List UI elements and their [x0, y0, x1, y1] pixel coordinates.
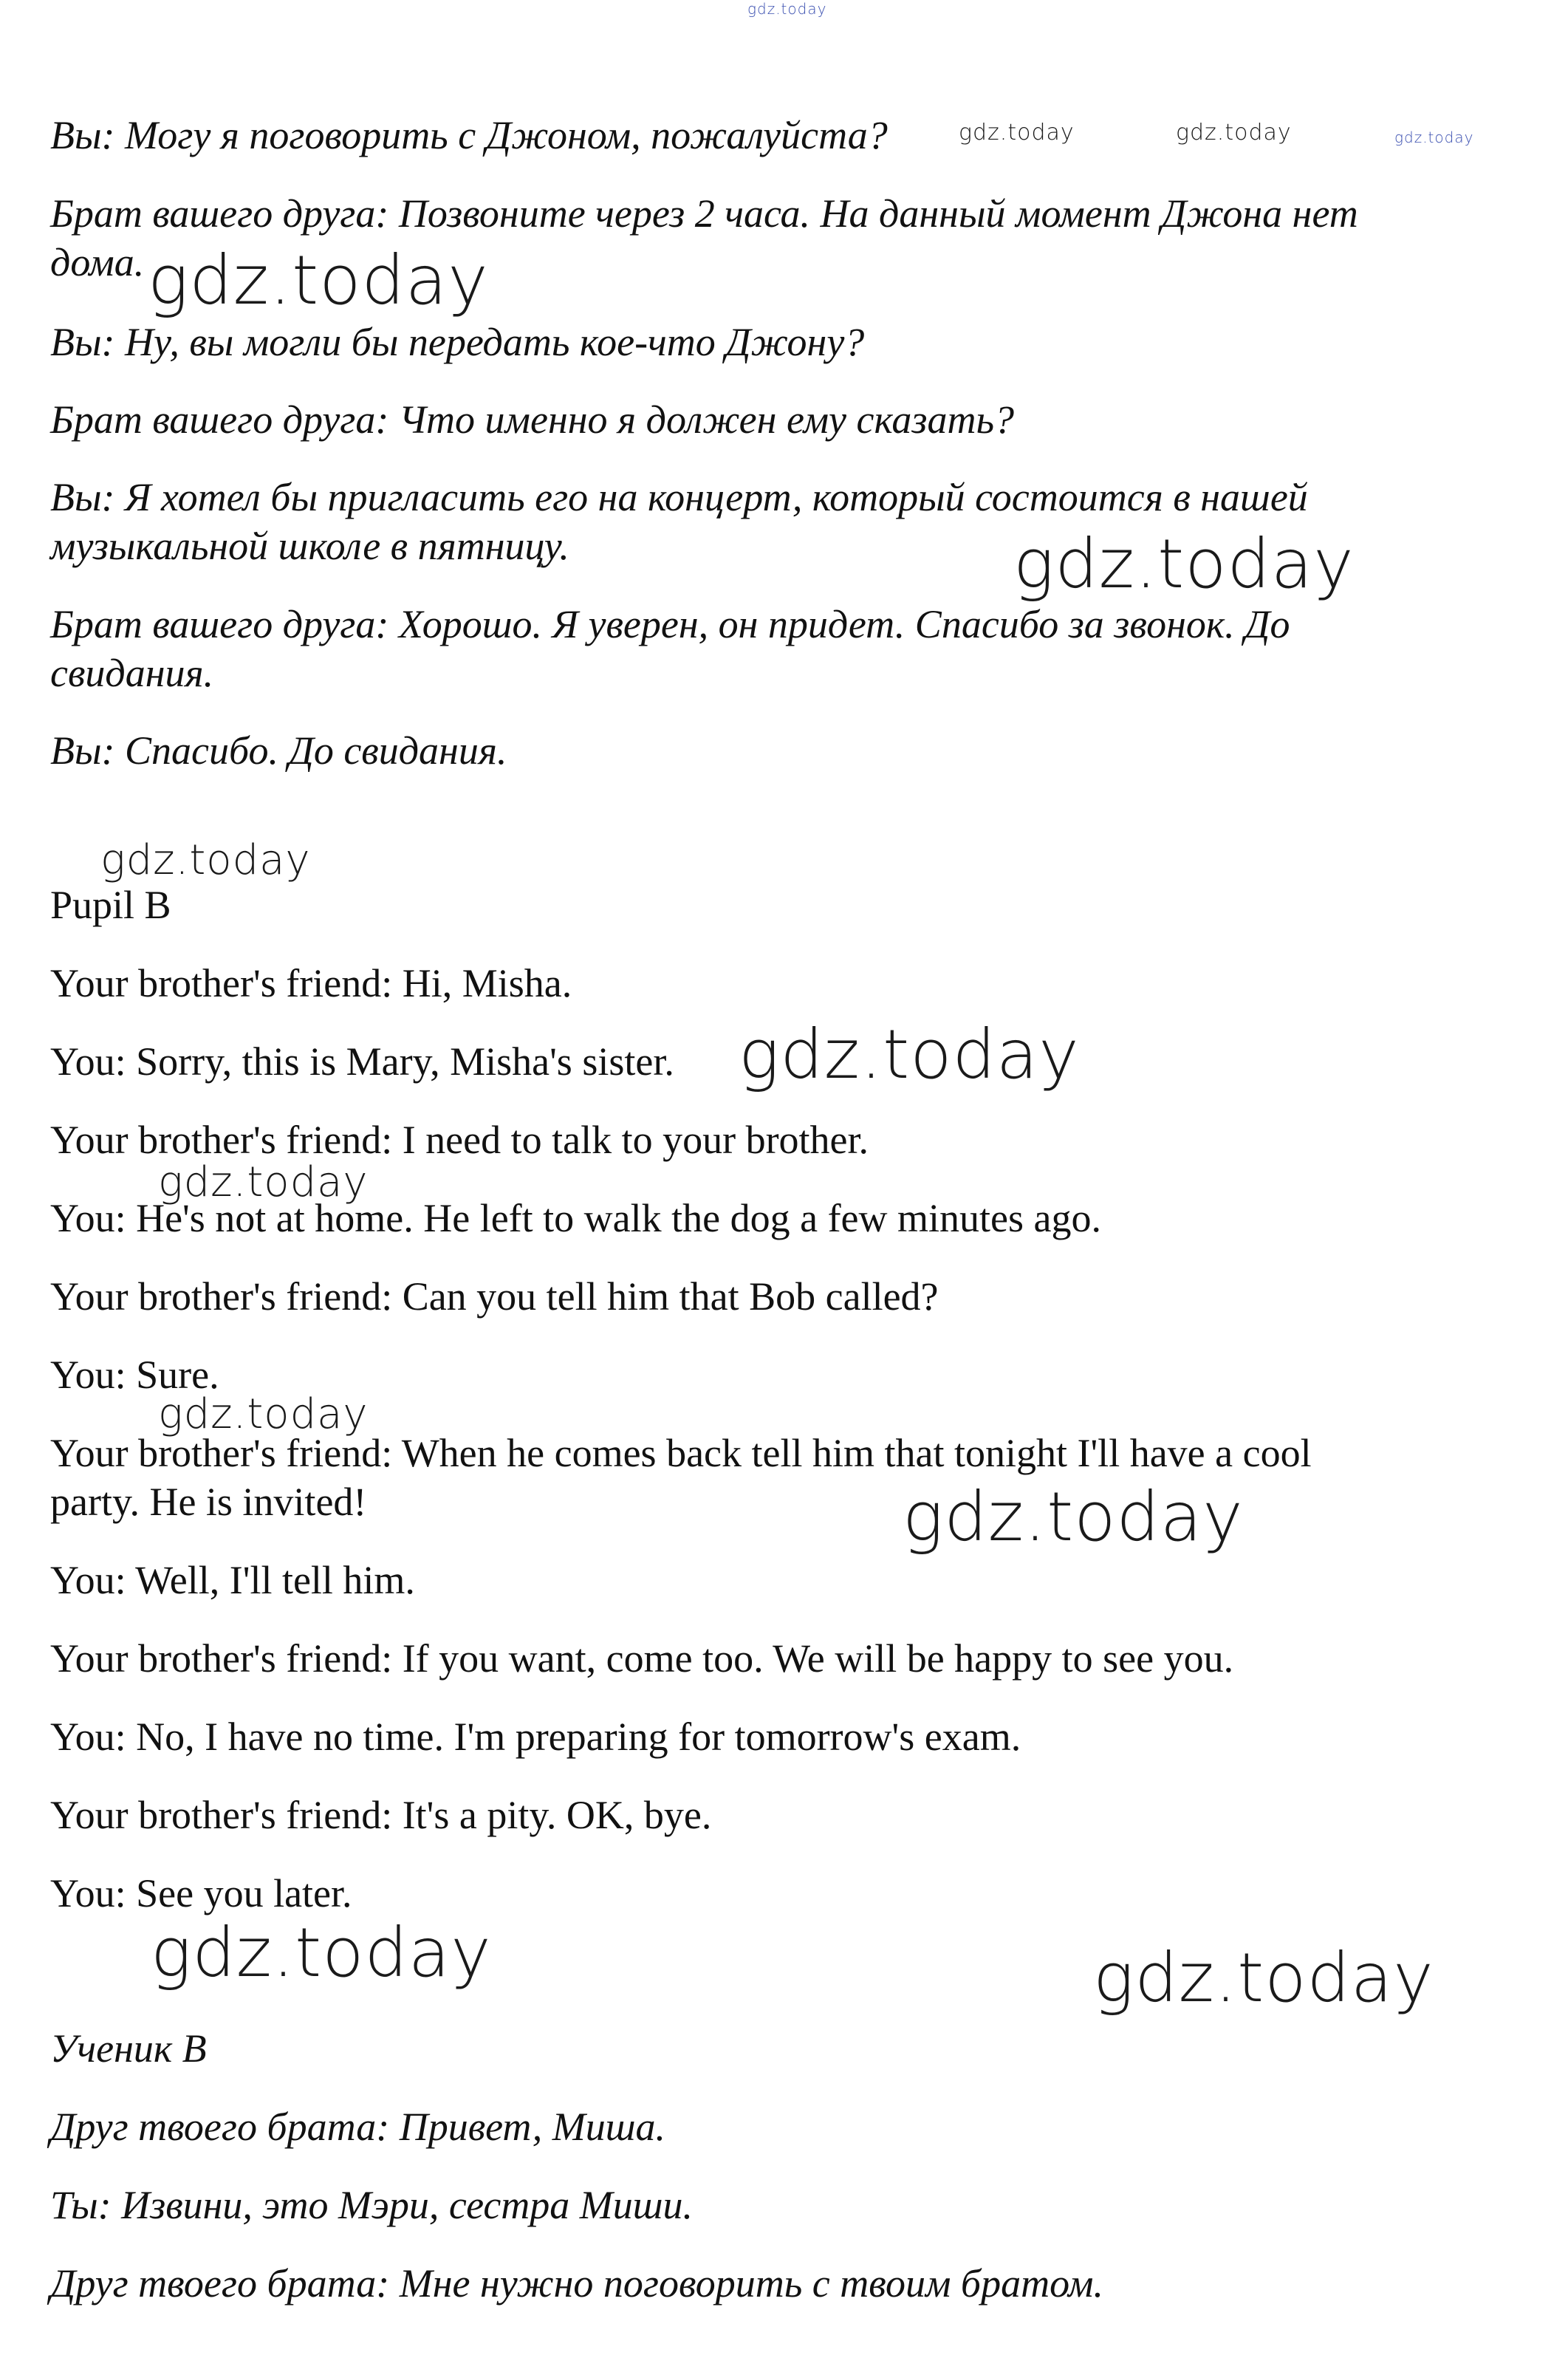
dialogue-line: Your brother's friend: Can you tell him that Bob called? [50, 1274, 939, 1319]
dialogue-line: Вы: Я хотел бы пригласить его на концерт, который состоится в нашей [50, 475, 1308, 519]
dialogue-line: You: No, I have no time. I'm preparing for tomorrow's exam. [50, 1715, 1021, 1759]
dialogue-line: Вы: Ну, вы могли бы передать кое-что Джону? [50, 320, 865, 364]
watermark: gdz.today [1176, 120, 1292, 146]
dialogue-line: Друг твоего брата: Мне нужно поговорить с твоим братом. [50, 2261, 1103, 2306]
watermark: gdz.today [158, 1390, 369, 1438]
watermark: gdz.today [1013, 524, 1355, 604]
dialogue-line: Ты: Извини, это Мэри, сестра Миши. [50, 2183, 694, 2227]
section-heading-uchenik-b: Ученик B [50, 2026, 207, 2071]
section-heading-pupil-b: Pupil B [50, 883, 171, 927]
dialogue-line: Брат вашего друга: Что именно я должен ему сказать? [50, 397, 1015, 442]
dialogue-line: You: He's not at home. He left to walk the dog a few minutes ago. [50, 1196, 1101, 1240]
watermark: gdz.today [158, 1158, 369, 1206]
watermark: gdz.today [100, 836, 311, 884]
watermark: gdz.today [1093, 1938, 1434, 2017]
watermark: gdz.today [959, 120, 1075, 146]
dialogue-line: Друг твоего брата: Привет, Миша. [50, 2105, 666, 2149]
watermark: gdz.today [1394, 129, 1474, 146]
dialogue-line: Your brother's friend: If you want, come too. We will be happy to see you. [50, 1636, 1234, 1681]
dialogue-line: Your brother's friend: When he comes back tell him that tonight I'll have a cool [50, 1431, 1312, 1475]
dialogue-line: Брат вашего друга: Позвоните через 2 часа. На данный момент Джона нет [50, 191, 1358, 236]
dialogue-line: свидания. [50, 651, 214, 695]
watermark: gdz.today [148, 241, 489, 320]
dialogue-line: You: Sorry, this is Mary, Misha's sister. [50, 1039, 674, 1084]
dialogue-line: Your brother's friend: I need to talk to your brother. [50, 1118, 869, 1162]
dialogue-line: Вы: Могу я поговорить с Джоном, пожалуйста? [50, 113, 888, 157]
dialogue-line: party. He is invited! [50, 1480, 367, 1524]
dialogue-line: You: See you later. [50, 1871, 352, 1915]
dialogue-line: Брат вашего друга: Хорошо. Я уверен, он придет. Спасибо за звонок. До [50, 602, 1290, 646]
dialogue-line: Вы: Спасибо. До свидания. [50, 728, 507, 773]
dialogue-line: You: Well, I'll tell him. [50, 1558, 415, 1602]
watermark: gdz.today [151, 1913, 492, 1992]
dialogue-line: Your brother's friend: It's a pity. OK, bye. [50, 1793, 712, 1837]
watermark: gdz.today [739, 1015, 1080, 1094]
dialogue-line: You: Sure. [50, 1353, 219, 1397]
watermark: gdz.today [903, 1477, 1244, 1556]
dialogue-line: Your brother's friend: Hi, Misha. [50, 961, 572, 1005]
dialogue-line: музыкальной школе в пятницу. [50, 524, 569, 568]
watermark: gdz.today [747, 0, 827, 18]
dialogue-line: дома. [50, 240, 145, 284]
